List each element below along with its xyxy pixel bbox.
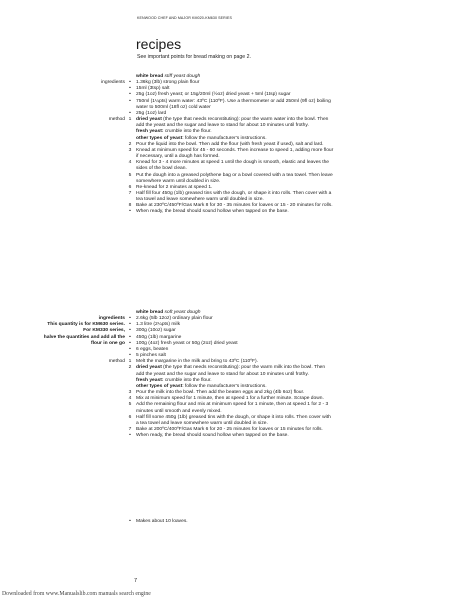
method-step: 7 Half fill four 450g (1lb) greased tins with the dough, or shape it into rolls. Then cover with a tea towel and leave somewhere warm until doubled in size.	[128, 190, 332, 203]
method-label: method	[108, 117, 125, 123]
ingredient-item: • 15ml (3tsp) salt	[129, 86, 170, 92]
page-title: recipes	[136, 36, 182, 52]
method-step: 7 Bake at 200ºC/400ºF/Gas Mark 6 for 20 - 25 minutes for loaves or 15 minutes for rolls.	[128, 426, 323, 432]
method-substep: fresh yeast: crumble into the flour.	[136, 377, 212, 383]
method-note: • When ready, the bread should sound hollow when tapped on the base.	[129, 209, 289, 215]
method-step: 6 Half fill some 450g (1lb) greased tins with the dough, or shape it into rolls. Then cover with a tea towel and leave somewhere warm until doubled in size.	[128, 414, 331, 426]
method-step: 8 Bake at 230ºC/450ºF/Gas Mark 8 for 30 - 35 minutes for loaves or 15 - 20 minutes for rolls.	[128, 203, 333, 209]
method-step: 3 Pour the milk into the bowl. Then add the beaten eggs and 2kg (4lb 6oz) flour.	[128, 390, 305, 396]
ingredient-item: • 25g (1oz) lard	[129, 110, 167, 116]
ingredient-item: • 750ml (1¼pts) warm water: 43ºC (110ºF). Use a thermometer or add 250ml (9fl oz) boiling water to 500ml (18fl oz) cold water	[129, 98, 331, 110]
yield-note: • Makes about 10 loaves.	[129, 519, 188, 524]
recipe-stiff-dough	[0, 74, 463, 216]
quantity-note: flour in one go	[91, 340, 125, 346]
quantity-note: This quantity is for KM630 series.	[47, 322, 125, 328]
method-step: method 1 Melt the margarine in the milk and bring to 43ºC (110ºF).	[108, 359, 258, 365]
method-label: method	[108, 359, 125, 365]
method-step: 2 dried yeast (the type that needs reconstituting): pour the warm milk into the bowl. Then add the yeast and the sugar and leave to stand for about 10 minutes until frothy.	[128, 365, 326, 377]
ingredient-item: This quantity is for KM630 series. • 1.3 litre (2¼pts) milk	[47, 322, 181, 328]
page-number: 7	[134, 578, 138, 584]
page-subtitle: See important points for bread making on page 2.	[137, 54, 251, 60]
ingredient-item: flour in one go • 100g (4oz) fresh yeast or 50g (2oz) dried yeast	[91, 340, 238, 346]
recipe-title: white bread stiff yeast dough	[136, 74, 201, 79]
ingredient-item: • 6 eggs, beaten	[129, 346, 169, 352]
ingredient-item: ingredients • 2.6kg (5lb 12oz) ordinary plain flour	[98, 316, 213, 322]
ingredients-label: ingredients	[98, 316, 125, 322]
quantity-note: For KM330 series,	[83, 328, 125, 334]
method-step: 4 Mix at minimum speed for 1 minute, then at speed 1 for a further minute. Scrape down.	[128, 396, 324, 402]
ingredient-item: ingredients • 1.36kg (3lb) strong plain flour	[101, 80, 200, 86]
ingredient-item: For KM330 series, • 300g (10oz) sugar	[83, 328, 176, 334]
quantity-note: halve the quantities and add all the	[43, 334, 125, 340]
method-step: 4 Knead for 3 - 4 more minutes at speed 1 until the dough is smooth, elastic and leaves the sides of the bowl clean.	[128, 160, 330, 172]
download-footer[interactable]: Downloaded from www.Manualslib.com manuals search engine	[2, 591, 151, 597]
method-step: 2 Pour the liquid into the bowl. Then add the flour (with fresh yeast if used), salt and lard.	[128, 141, 324, 147]
ingredient-item: • 5 pinches salt	[129, 353, 166, 359]
running-header: KENWOOD CHEF AND MAJOR KM020-KM630 SERIES	[137, 16, 232, 20]
method-step: 3 Knead at minimum speed for 45 - 60 seconds. Then increase to speed 1, adding more flour if necessary, until a dough has formed.	[128, 147, 334, 160]
recipe-soft-dough	[0, 310, 463, 439]
method-step: method 1 dried yeast (the type that needs reconstituting): pour the warm water into the bowl. Then add the yeast and the sugar and leave to stand for about 10 minutes until frothy.	[108, 117, 329, 129]
method-step: 5 Put the dough into a greased polythene bag or a bowl covered with a tea towel. Then leave somewhere warm until doubled in size.	[128, 172, 333, 184]
ingredient-item: halve the quantities and add all the • 450g (1lb) margarine	[43, 334, 182, 340]
method-note: • When ready, the bread should sound hollow when tapped on the base.	[129, 433, 289, 439]
recipe-title: white bread soft yeast dough	[136, 310, 201, 315]
method-substep: fresh yeast: crumble into the flour.	[136, 129, 212, 135]
ingredients-label: ingredients	[101, 80, 125, 86]
method-step: 5 Add the remaining flour and mix at minimum speed for 1 minute, then at speed 1 for 2 - 3 minutes until smooth and evenly mixed.	[128, 402, 329, 414]
method-substep: other types of yeast: follow the manufacturer's instructions.	[136, 135, 267, 141]
ingredient-item: • 25g (1oz) fresh yeast; or 15g/20ml (½oz) dried yeast + 5ml (1tsp) sugar	[129, 92, 291, 98]
method-substep: other types of yeast: follow the manufacturer's instructions.	[136, 383, 267, 389]
method-step: 6 Re-knead for 2 minutes at speed 1.	[128, 184, 213, 190]
